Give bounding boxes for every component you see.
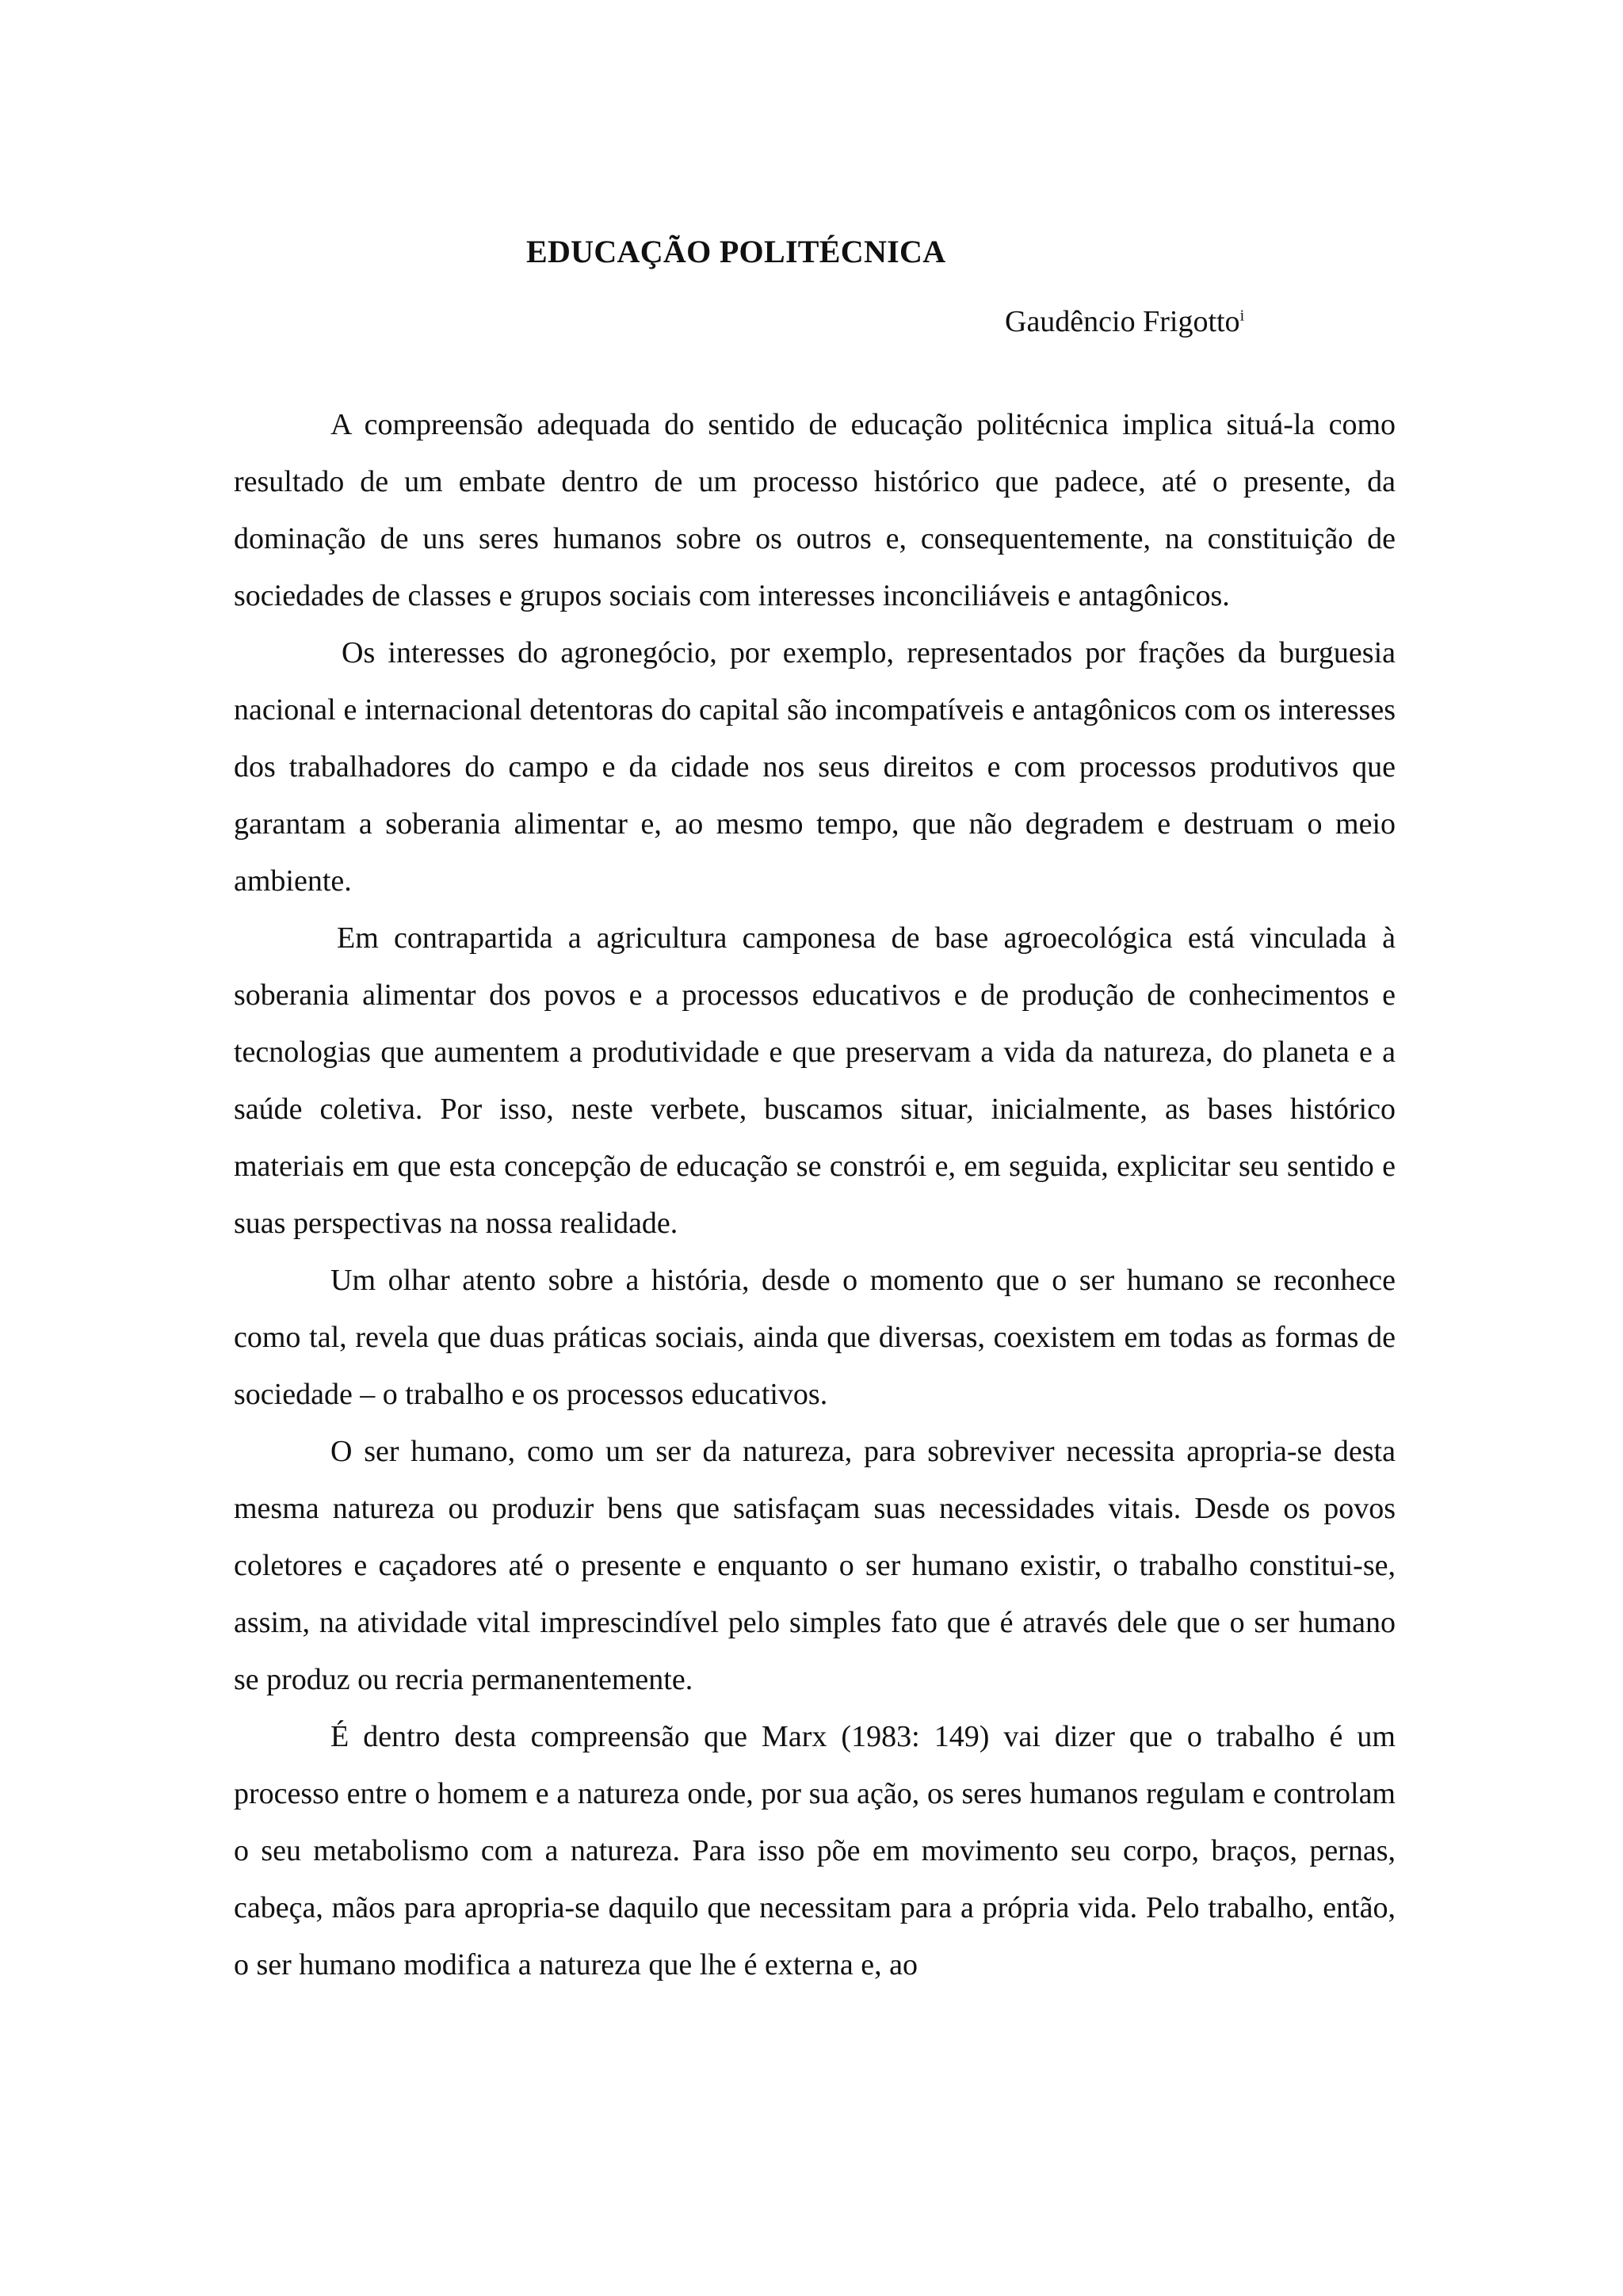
author-line <box>1005 301 1244 342</box>
document-title: EDUCAÇÃO POLITÉCNICA <box>526 234 946 269</box>
paragraph-4: Um olhar atento sobre a história, desde o momento que o ser humano se reconhece como tal, revela que duas práticas sociais, ainda que diversas, coexistem em todas as formas de sociedade – o trabalho e os processos educativos. <box>234 1264 1396 1411</box>
paragraph-1: A compreensão adequada do sentido de educação politécnica implica situá-la como resultado de um embate dentro de um processo histórico que padece, até o presente, da dominação de uns seres humanos sobre os outros e, consequentemente, na constituição de sociedades de classes e grupos sociais com interesses inconciliáveis e antagônicos. <box>234 408 1396 612</box>
body-text <box>234 396 1396 1993</box>
author-footnote-marker: i <box>1239 307 1245 325</box>
paragraph-6: É dentro desta compreensão que Marx (1983: 149) vai dizer que o trabalho é um processo entre o homem e a natureza onde, por sua ação, os seres humanos regulam e controlam o seu metabolismo com a natureza. Para isso põe em movimento seu corpo, braços, pernas, cabeça, mãos para apropria-se daquilo que necessitam para a própria vida. Pelo trabalho, então, o ser humano modifica a natureza que lhe é externa e, ao <box>234 1720 1396 1981</box>
paragraph-5: O ser humano, como um ser da natureza, para sobreviver necessita apropria-se desta mesma natureza ou produzir bens que satisfaçam suas necessidades vitais. Desde os povos coletores e caçadores até o presente e enquanto o ser humano existir, o trabalho constitui-se, assim, na atividade vital imprescindível pelo simples fato que é através dele que o ser humano se produz ou recria permanentemente. <box>234 1435 1396 1696</box>
paragraph-3: Em contrapartida a agricultura camponesa de base agroecológica está vinculada à soberania alimentar dos povos e a processos educativos e de produção de conhecimentos e tecnologias que aumentem a produtividade e que preservam a vida da natureza, do planeta e a saúde coletiva. Por isso, neste verbete, buscamos situar, inicialmente, as bases histórico materiais em que esta concepção de educação se constrói e, em seguida, explicitar seu sentido e suas perspectivas na nossa realidade. <box>234 921 1396 1240</box>
author-name: Gaudêncio Frigotto <box>1005 305 1240 338</box>
paragraph-2: Os interesses do agronegócio, por exemplo, representados por frações da burguesia nacional e internacional detentoras do capital são incompatíveis e antagônicos com os interesses dos trabalhadores do campo e da cidade nos seus direitos e com processos produtivos que garantam a soberania alimentar e, ao mesmo tempo, que não degradem e destruam o meio ambiente. <box>234 636 1396 898</box>
